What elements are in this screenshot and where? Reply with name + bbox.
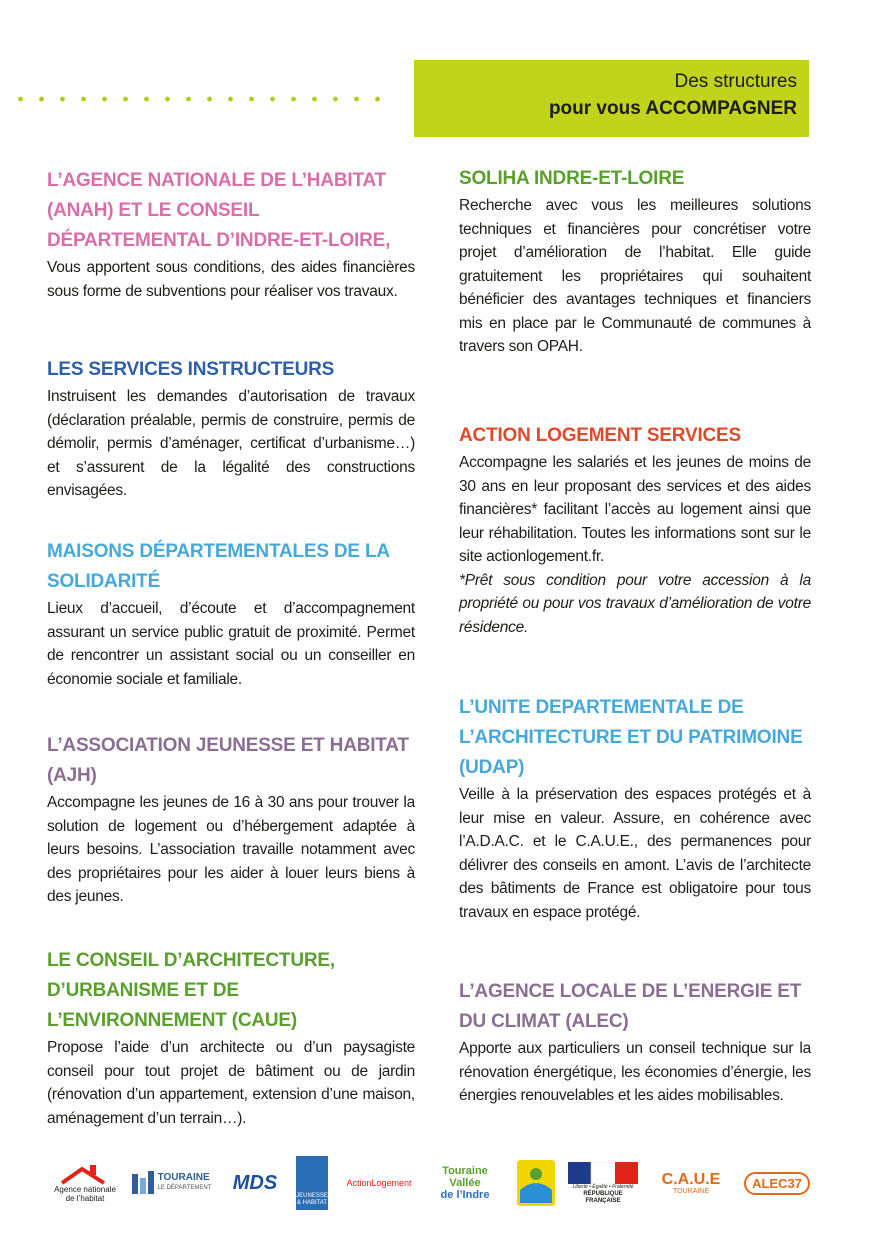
section-anah xyxy=(47,166,415,303)
tvi-label-2: de l’Indre xyxy=(440,1189,490,1201)
anah-label: Agence nationale de l’habitat xyxy=(54,1185,116,1203)
section-text: Accompagne les jeunes de 16 à 30 ans pour trouver la solution de logement ou d’hébergement adaptée à leurs besoins. L’association travaille notamment avec des propriétaires pour les aider à louer leurs biens à des jeunes. xyxy=(47,794,415,905)
republique-label: RÉPUBLIQUE FRANÇAISE xyxy=(583,1190,623,1204)
section-text: Veille à la préservation des espaces protégés et à leur mise en valeur. Assure, en cohérence avec l’A.D.A.C. et le C.A.U.E., des permanences pour délivrer des conseils en amont. L’avis de l’architecte des bâtiments de France est obligatoire pour tous travaux en espace protégé. xyxy=(459,786,811,921)
community-emblem-icon xyxy=(517,1160,555,1206)
caue-sub-label: TOURAINE xyxy=(672,1187,710,1195)
republique-motto: Liberté • Égalité • Fraternité xyxy=(572,1183,634,1190)
section-services-instructeurs xyxy=(47,355,415,503)
banner-line-2: pour vous ACCOMPAGNER xyxy=(548,98,797,119)
republique-francaise-logo xyxy=(566,1155,640,1211)
section-title: L’AGENCE LOCALE DE L’ENERGIE ET DU CLIMAT (ALEC) xyxy=(459,981,802,1032)
action-logement-logo xyxy=(340,1155,418,1211)
section-alec xyxy=(459,977,811,1108)
section-mds xyxy=(47,537,415,691)
section-text: Propose l’aide d’un architecte ou d’un paysagiste conseil pour tout projet de bâtiment ou de jardin (rénovation d’un appartement, extension d’une maison, aménagement d’un terrain…). xyxy=(47,1039,415,1127)
mds-logo xyxy=(227,1155,283,1211)
cc-logo xyxy=(516,1155,556,1211)
caue-label: C.A.U.E xyxy=(661,1170,721,1188)
section-text: Instruisent les demandes d’autorisation de travaux (déclaration préalable, permis de construire, permis de démolir, permis d’aménager, certificat d’urbanisme…) et s’assurent de la légalité des constructions envisagées. xyxy=(47,388,415,499)
section-action-logement xyxy=(459,421,811,639)
section-udap xyxy=(459,693,811,924)
section-text: Vous apportent sous conditions, des aides financières sous forme de subventions pour réaliser vos travaux. xyxy=(47,259,415,300)
alec-label: ALEC37 xyxy=(744,1172,810,1195)
ajh-label: JEUNESSE & HABITAT xyxy=(296,1156,328,1210)
ajh-logo xyxy=(294,1155,330,1211)
anah-mark-icon xyxy=(60,1163,110,1185)
banner-line-1: Des structures xyxy=(674,71,797,92)
section-title: SOLIHA INDRE-ET-LOIRE xyxy=(459,168,685,189)
partner-logos xyxy=(52,1155,822,1211)
touraine-label: TOURAINE xyxy=(157,1172,210,1183)
section-title: L’AGENCE NATIONALE DE L’HABITAT (ANAH) ET LE CONSEIL DÉPARTEMENTAL D’INDRE-ET-LOIRE, xyxy=(47,170,391,251)
section-soliha xyxy=(459,164,811,359)
section-title: ACTION LOGEMENT SERVICES xyxy=(459,425,741,446)
touraine-vallee-indre-logo xyxy=(426,1155,504,1211)
tvi-label-1: Touraine Vallée xyxy=(442,1165,488,1189)
action-logement-label: ActionLogement xyxy=(346,1178,412,1188)
section-title: L’UNITE DEPARTEMENTALE DE L’ARCHITECTURE ET DU PATRIMOINE (UDAP) xyxy=(459,697,803,778)
section-note: *Prêt sous condition pour votre accession à la propriété ou pour vos travaux d’amélioration de votre résidence. xyxy=(459,571,811,636)
marianne-flag-icon xyxy=(568,1162,638,1184)
section-title: LES SERVICES INSTRUCTEURS xyxy=(47,359,335,380)
section-text: Accompagne les salariés et les jeunes de moins de 30 ans en leur proposant des services et des aides financières* facilitant l’accès au logement ainsi que leur réhabilitation. Toutes les informations sont sur le site actionlogement.fr. xyxy=(459,454,811,565)
anah-logo xyxy=(52,1155,118,1211)
caue-logo xyxy=(650,1155,732,1211)
section-ajh xyxy=(47,731,415,909)
touraine-mark-icon xyxy=(131,1170,155,1196)
section-title: L’ASSOCIATION JEUNESSE ET HABITAT (AJH) xyxy=(47,735,409,786)
alec37-logo xyxy=(742,1155,812,1211)
mds-label: MDS xyxy=(232,1172,278,1194)
touraine-logo xyxy=(122,1155,220,1211)
section-text: Recherche avec vous les meilleures solutions techniques et financières pour concrétiser votre projet d’amélioration de l’habitat. Elle guide gratuitement les propriétaires qui souhaitent bénéficier des avantages techniques et financiers mis en place par le Communauté de communes à travers son OPAH. xyxy=(459,197,811,355)
header-banner xyxy=(414,60,809,137)
section-text: Apporte aux particuliers un conseil technique sur la rénovation énergétique, les économies d’énergie, les énergies renouvelables et les aides mobilisables. xyxy=(459,1040,811,1104)
section-caue xyxy=(47,946,415,1130)
dotted-rule xyxy=(10,96,386,102)
section-title: LE CONSEIL D’ARCHITECTURE, D’URBANISME ET DE L’ENVIRONNEMENT (CAUE) xyxy=(47,950,335,1031)
section-text: Lieux d’accueil, d’écoute et d’accompagnement assurant un service public gratuit de proximité. Permet de rencontrer un assistant social ou un conseiller en économie sociale et familiale. xyxy=(47,600,415,688)
touraine-sub-label: LE DÉPARTEMENT xyxy=(157,1185,212,1191)
section-title: MAISONS DÉPARTEMENTALES DE LA SOLIDARITÉ xyxy=(47,541,390,592)
